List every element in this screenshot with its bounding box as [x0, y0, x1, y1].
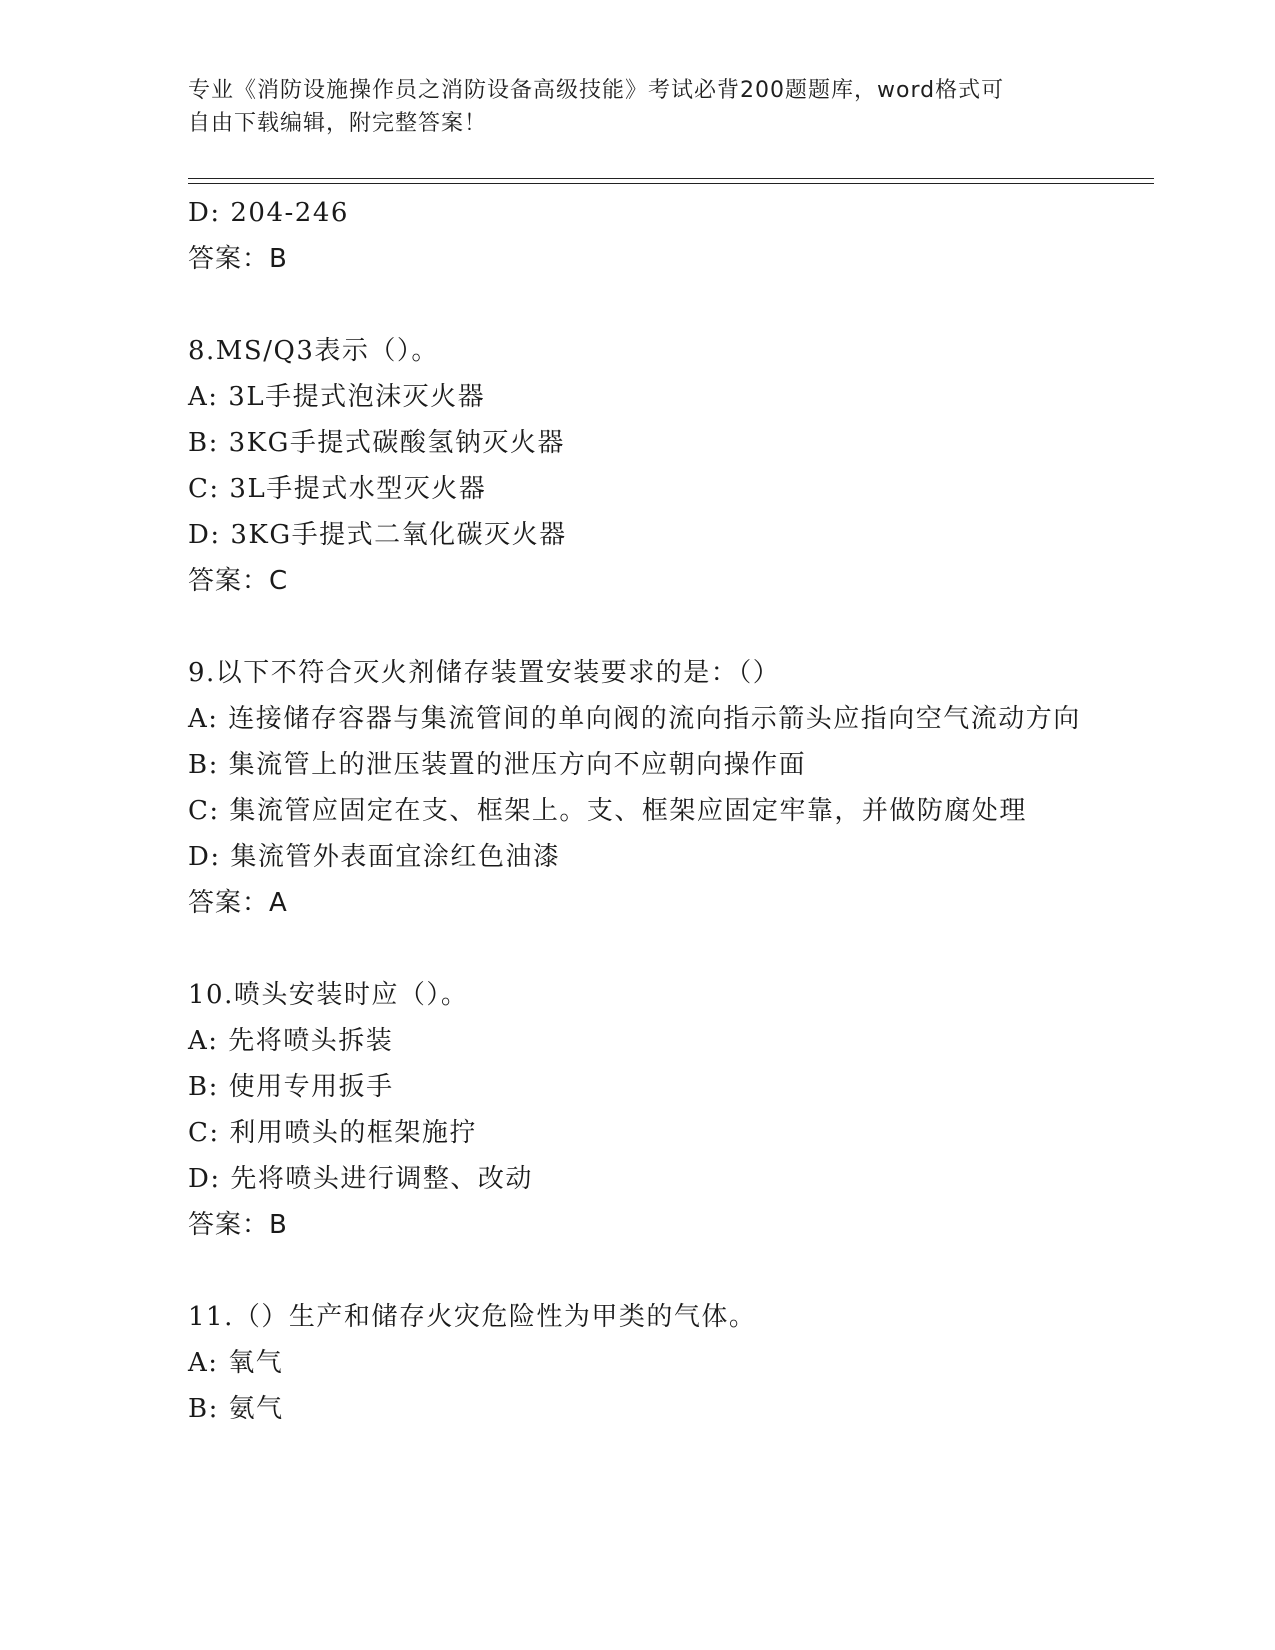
answer-line: 答案：A	[188, 888, 288, 918]
option-a: A: 连接储存容器与集流管间的单向阀的流向指示箭头应指向空气流动方向	[188, 704, 1081, 734]
option-a: A: 3L手提式泡沫灭火器	[188, 382, 486, 412]
option-a: A: 先将喷头拆装	[188, 1026, 394, 1056]
answer-line: 答案：B	[188, 1210, 288, 1240]
previous-question-tail	[188, 190, 1088, 282]
document-body	[188, 190, 1088, 1432]
option-b: B: 氨气	[188, 1394, 284, 1424]
option-d: D: 3KG手提式二氧化碳灭火器	[188, 520, 567, 550]
question-stem: 9.以下不符合灭火剂储存装置安装要求的是：（）	[188, 658, 781, 688]
answer-line: 答案：C	[188, 566, 289, 596]
option-c: C: 利用喷头的框架施拧	[188, 1118, 477, 1148]
question-10	[188, 972, 1088, 1248]
option-c: C: 3L手提式水型灭火器	[188, 474, 487, 504]
option-d: D: 204-246	[188, 198, 349, 228]
question-8	[188, 328, 1088, 604]
header-divider-bottom	[188, 183, 1154, 184]
option-d: D: 集流管外表面宜涂红色油漆	[188, 842, 561, 872]
question-9	[188, 650, 1088, 926]
question-stem: 10.喷头安装时应（）。	[188, 980, 469, 1010]
header-divider-top	[188, 178, 1154, 179]
option-c: C: 集流管应固定在支、框架上。支、框架应固定牢靠，并做防腐处理	[188, 796, 1027, 826]
header-line-1: 专业《消防设施操作员之消防设备高级技能》考试必背200题题库，word格式可	[188, 78, 1005, 103]
option-a: A: 氧气	[188, 1348, 284, 1378]
answer-line: 答案：B	[188, 244, 288, 274]
question-11	[188, 1294, 1088, 1432]
question-stem: 11.（）生产和储存火灾危险性为甲类的气体。	[188, 1302, 757, 1332]
header-line-2: 自由下载编辑，附完整答案！	[188, 111, 488, 136]
option-b: B: 集流管上的泄压装置的泄压方向不应朝向操作面	[188, 750, 807, 780]
option-b: B: 使用专用扳手	[188, 1072, 394, 1102]
option-b: B: 3KG手提式碳酸氢钠灭火器	[188, 428, 565, 458]
option-d: D: 先将喷头进行调整、改动	[188, 1164, 533, 1194]
document-header	[188, 74, 1088, 140]
question-stem: 8.MS/Q3表示（）。	[188, 336, 439, 366]
